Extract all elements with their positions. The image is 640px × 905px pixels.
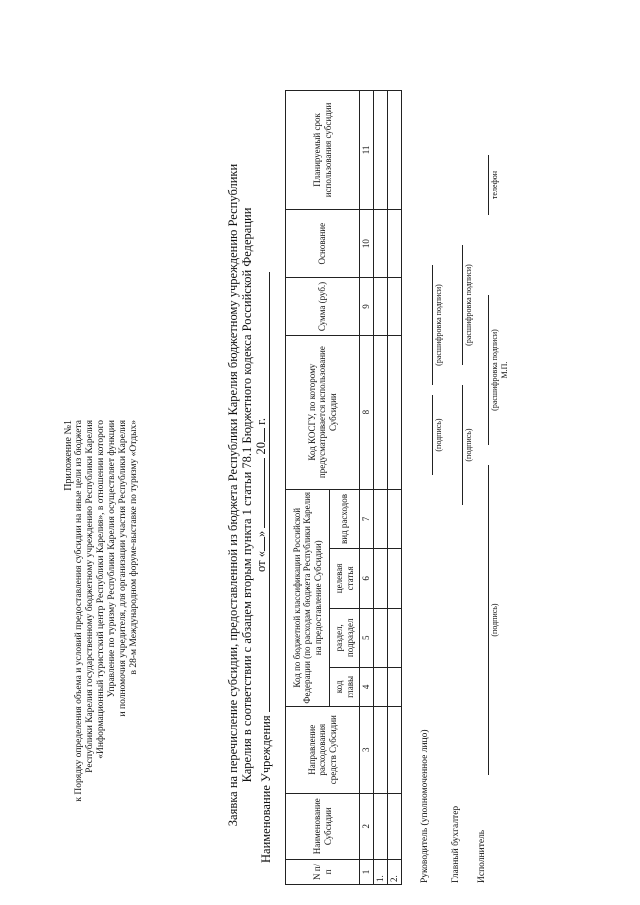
table-cell[interactable]	[387, 335, 401, 489]
row-number: 1.	[373, 859, 387, 884]
column-number: 1	[360, 859, 374, 884]
col-header-basis: Основание	[286, 209, 360, 278]
head-name-caption: (расшифровка подписи)	[434, 284, 443, 366]
table-cell[interactable]	[373, 335, 387, 489]
table-cell[interactable]	[373, 549, 387, 608]
stamp-label: М.П.	[500, 361, 509, 379]
institution-label: Наименование Учреждения	[259, 715, 273, 863]
col-header-vid: вид расходов	[330, 489, 360, 548]
appendix-line: Управление по туризму Республики Карелия осуществляет функции	[107, 420, 117, 698]
head-name-line	[432, 265, 433, 385]
column-number: 3	[360, 706, 374, 793]
table-row	[387, 91, 401, 885]
appendix-line: Республики Карелия государственному бюджетному учреждению Республики Карелия	[85, 420, 95, 773]
date-end: г.	[254, 418, 268, 425]
col-header-razdel: раздел, подраздел	[330, 608, 360, 667]
column-number: 5	[360, 608, 374, 667]
column-number: 9	[360, 278, 374, 335]
table-cell[interactable]	[387, 608, 401, 667]
col-header-sum: Сумма (руб.)	[286, 278, 360, 335]
table-cell[interactable]	[373, 706, 387, 793]
date-from: от «	[254, 551, 268, 572]
accountant-signature-caption: (подпись)	[464, 428, 473, 462]
institution-blank	[258, 272, 270, 712]
column-number: 6	[360, 549, 374, 608]
executor-phone-line	[488, 155, 489, 215]
col-header-kbk-group: Код по бюджетной классификации Российской Федерации (по расходам бюджета Республики Карелия на предоставление Субсидии)	[286, 489, 330, 706]
table-cell[interactable]	[387, 706, 401, 793]
executor-signature-line	[488, 465, 489, 775]
table-cell[interactable]	[373, 209, 387, 278]
table-cell[interactable]	[387, 209, 401, 278]
table-cell[interactable]	[387, 667, 401, 706]
executor-name-line	[488, 295, 489, 445]
table-cell[interactable]	[373, 793, 387, 859]
col-header-num: N п/п	[286, 859, 360, 884]
table-cell[interactable]	[373, 667, 387, 706]
col-header-direction: Направление расходования средств Субсидии	[286, 706, 360, 793]
column-number: 10	[360, 209, 374, 278]
accountant-label: Главный бухгалтер	[451, 805, 461, 883]
appendix-title: Приложение №1	[63, 420, 74, 491]
accountant-signature-line	[462, 385, 463, 505]
table-cell[interactable]	[387, 549, 401, 608]
column-number: 4	[360, 667, 374, 706]
title-line-1: Заявка на перечисление субсидии, предоставленной из бюджета Республики Карелия бюджетному учреждению Республики	[226, 163, 240, 827]
table-cell[interactable]	[387, 489, 401, 548]
table-cell[interactable]	[387, 278, 401, 335]
appendix-line: «Информационный туристский центр Республики Карелия», в отношении которого	[96, 420, 106, 759]
accountant-name-line	[462, 245, 463, 365]
table-cell[interactable]	[387, 793, 401, 859]
executor-name-caption: (расшифровка подписи)	[490, 329, 499, 411]
col-header-statya: целевая статья	[330, 549, 360, 608]
appendix-line: к Порядку определения объема и условий предоставления субсидии на иные цели из бюджета	[74, 420, 84, 802]
institution-line	[258, 272, 274, 863]
column-number-row	[360, 91, 374, 885]
table-cell[interactable]	[373, 91, 387, 210]
column-number: 2	[360, 793, 374, 859]
table-cell[interactable]	[373, 278, 387, 335]
table-header-row	[286, 91, 330, 885]
table-cell[interactable]	[373, 608, 387, 667]
accountant-name-caption: (расшифровка подписи)	[464, 264, 473, 346]
col-header-name: Наименование Субсидии	[286, 793, 360, 859]
column-number: 11	[360, 91, 374, 210]
head-signature-caption: (подпись)	[434, 418, 443, 452]
table-cell[interactable]	[387, 91, 401, 210]
head-label: Руководитель (уполномоченное лицо)	[420, 729, 430, 883]
appendix-line: и полномочия учредителя, для организации участия Республики Карелия	[118, 420, 128, 717]
row-number: 2.	[387, 859, 401, 884]
executor-label: Исполнитель	[477, 829, 487, 883]
col-header-glava: код главы	[330, 667, 360, 706]
executor-signature-caption: (подпись)	[490, 603, 499, 637]
col-header-kosgu: Код КОСГУ, по которому предусматривается использование Субсидии	[286, 335, 360, 489]
col-header-term: Планируемый срок использования субсидии	[286, 91, 360, 210]
date-year: 20	[254, 442, 268, 455]
executor-phone-caption: телефон	[490, 170, 499, 200]
subsidy-request-table	[285, 90, 402, 885]
column-number: 7	[360, 489, 374, 548]
date-mid: »	[254, 530, 268, 538]
column-number: 8	[360, 335, 374, 489]
appendix-line: в 28-м Международном форуме-выставке по туризму «Отдых»	[129, 420, 139, 675]
title-line-2: Карелия в соответствии с абзацем вторым пункта 1 статьи 78.1 Бюджетного кодекса Российской Федерации	[240, 207, 254, 783]
appendix-header	[63, 420, 140, 840]
head-signature-line	[432, 395, 433, 475]
table-row	[373, 91, 387, 885]
table-cell[interactable]	[373, 489, 387, 548]
